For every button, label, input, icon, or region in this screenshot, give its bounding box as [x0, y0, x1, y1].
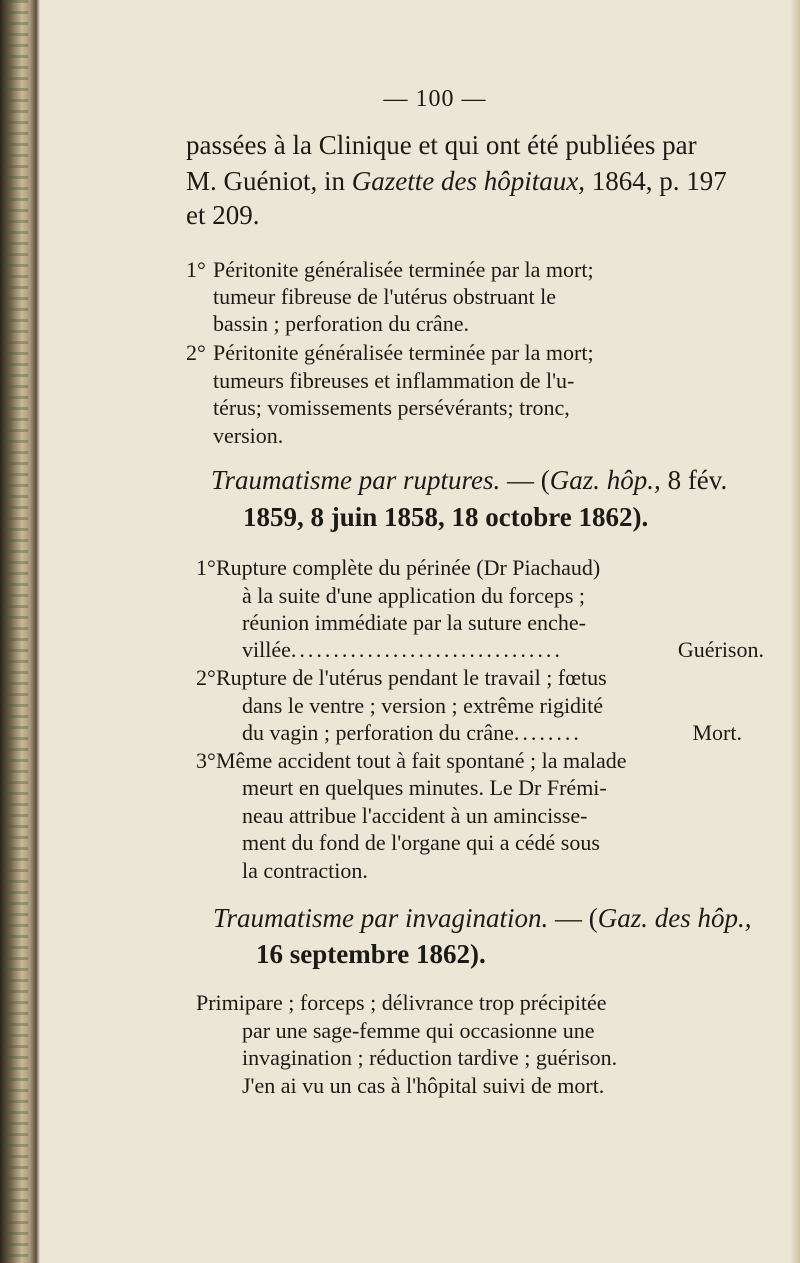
section1-ref-italic: Gaz. hôp., — [549, 465, 661, 495]
list1-item1-line-3: bassin ; perforation du crâne. — [213, 311, 469, 336]
list2-item1-final-line — [242, 637, 764, 663]
closing-line-3: invagination ; réduction tardive ; guérison. — [242, 1045, 618, 1070]
section2-title-italic: Traumatisme par invagination. — [213, 903, 549, 933]
section2-title — [213, 903, 752, 934]
list1-item1-line-2: tumeur fibreuse de l'utérus obstruant le — [213, 284, 557, 309]
section1-title — [211, 465, 727, 496]
list2-item2-number: 2° — [196, 665, 216, 690]
list1-item2-line-4: version. — [213, 423, 284, 448]
section1-title-dash: — ( — [500, 465, 550, 495]
intro-line-1: passées à la Clinique et qui ont été publiées par — [186, 130, 697, 160]
list2-item1-line-2: à la suite d'une application du forceps ; — [242, 583, 586, 608]
list2-item3-line-1: Même accident tout à fait spontané ; la malade — [216, 748, 627, 773]
closing-line-4: J'en ai vu un cas à l'hôpital suivi de mort. — [242, 1073, 605, 1098]
list1-item2-line-3: térus; vomissements persévérants; tronc, — [213, 395, 570, 420]
list1-item1-number: 1° — [186, 257, 206, 282]
list2-item2-leaders: ........ — [513, 720, 582, 745]
list2-item2-line-2: dans le ventre ; version ; extrême rigidité — [242, 693, 604, 718]
section1-title-rest: 8 fév. — [660, 465, 728, 495]
list2-item3-line-3: neau attribue l'accident à un amincisse- — [242, 803, 588, 828]
list2-item1-number: 1° — [196, 555, 216, 580]
intro-line-2 — [186, 166, 727, 197]
intro-journal-title: Gazette des hôpitaux, — [351, 166, 585, 196]
list2-item3-line-2: meurt en quelques minutes. Le Dr Frémi- — [242, 775, 607, 800]
list2-item3-line-5: la contraction. — [242, 858, 368, 883]
list2-item2-outcome: Mort. — [692, 720, 742, 745]
section2-ref-italic: Gaz. des hôp., — [597, 903, 752, 933]
list2-item2-final-line — [242, 720, 742, 746]
page-number: — 100 — — [383, 86, 487, 112]
list2-item1-outcome: Guérison. — [677, 637, 764, 662]
binding-texture — [4, 0, 28, 1263]
list2-item1-last-text: villée — [242, 637, 291, 662]
intro-line-2-a: M. Guéniot, in — [186, 166, 352, 196]
list2-item3-number: 3° — [196, 748, 216, 773]
page-right-edge — [790, 0, 800, 1263]
list2-item1-leaders: ................................ — [290, 637, 563, 662]
list2-item1-line-3: réunion immédiate par la suture enche- — [242, 610, 586, 635]
intro-line-3: et 209. — [186, 200, 260, 230]
list2-item2-last-text: du vagin ; perforation du crâne — [242, 720, 514, 745]
section2-title-line-2: 16 septembre 1862). — [256, 939, 486, 969]
list1-item2-line-1: Péritonite généralisée terminée par la mort; — [213, 340, 594, 365]
list2-item1-line-1: Rupture complète du périnée (Dr Piachaud) — [216, 555, 601, 580]
section1-title-italic: Traumatisme par ruptures. — [211, 465, 501, 495]
closing-line-1: Primipare ; forceps ; délivrance trop précipitée — [196, 990, 607, 1015]
list1-item1-line-1: Péritonite généralisée terminée par la mort; — [213, 257, 594, 282]
list1-item2-number: 2° — [186, 340, 206, 365]
list2-item2-line-1: Rupture de l'utérus pendant le travail ; fœtus — [216, 665, 607, 690]
list2-item3-line-4: ment du fond de l'organe qui a cédé sous — [242, 830, 600, 855]
list1-item2-line-2: tumeurs fibreuses et inflammation de l'u- — [213, 368, 575, 393]
intro-line-2-b: 1864, p. 197 — [584, 166, 727, 196]
section2-title-dash: — ( — [548, 903, 598, 933]
closing-line-2: par une sage-femme qui occasionne une — [242, 1018, 595, 1043]
section1-title-line-2: 1859, 8 juin 1858, 18 octobre 1862). — [243, 502, 649, 532]
